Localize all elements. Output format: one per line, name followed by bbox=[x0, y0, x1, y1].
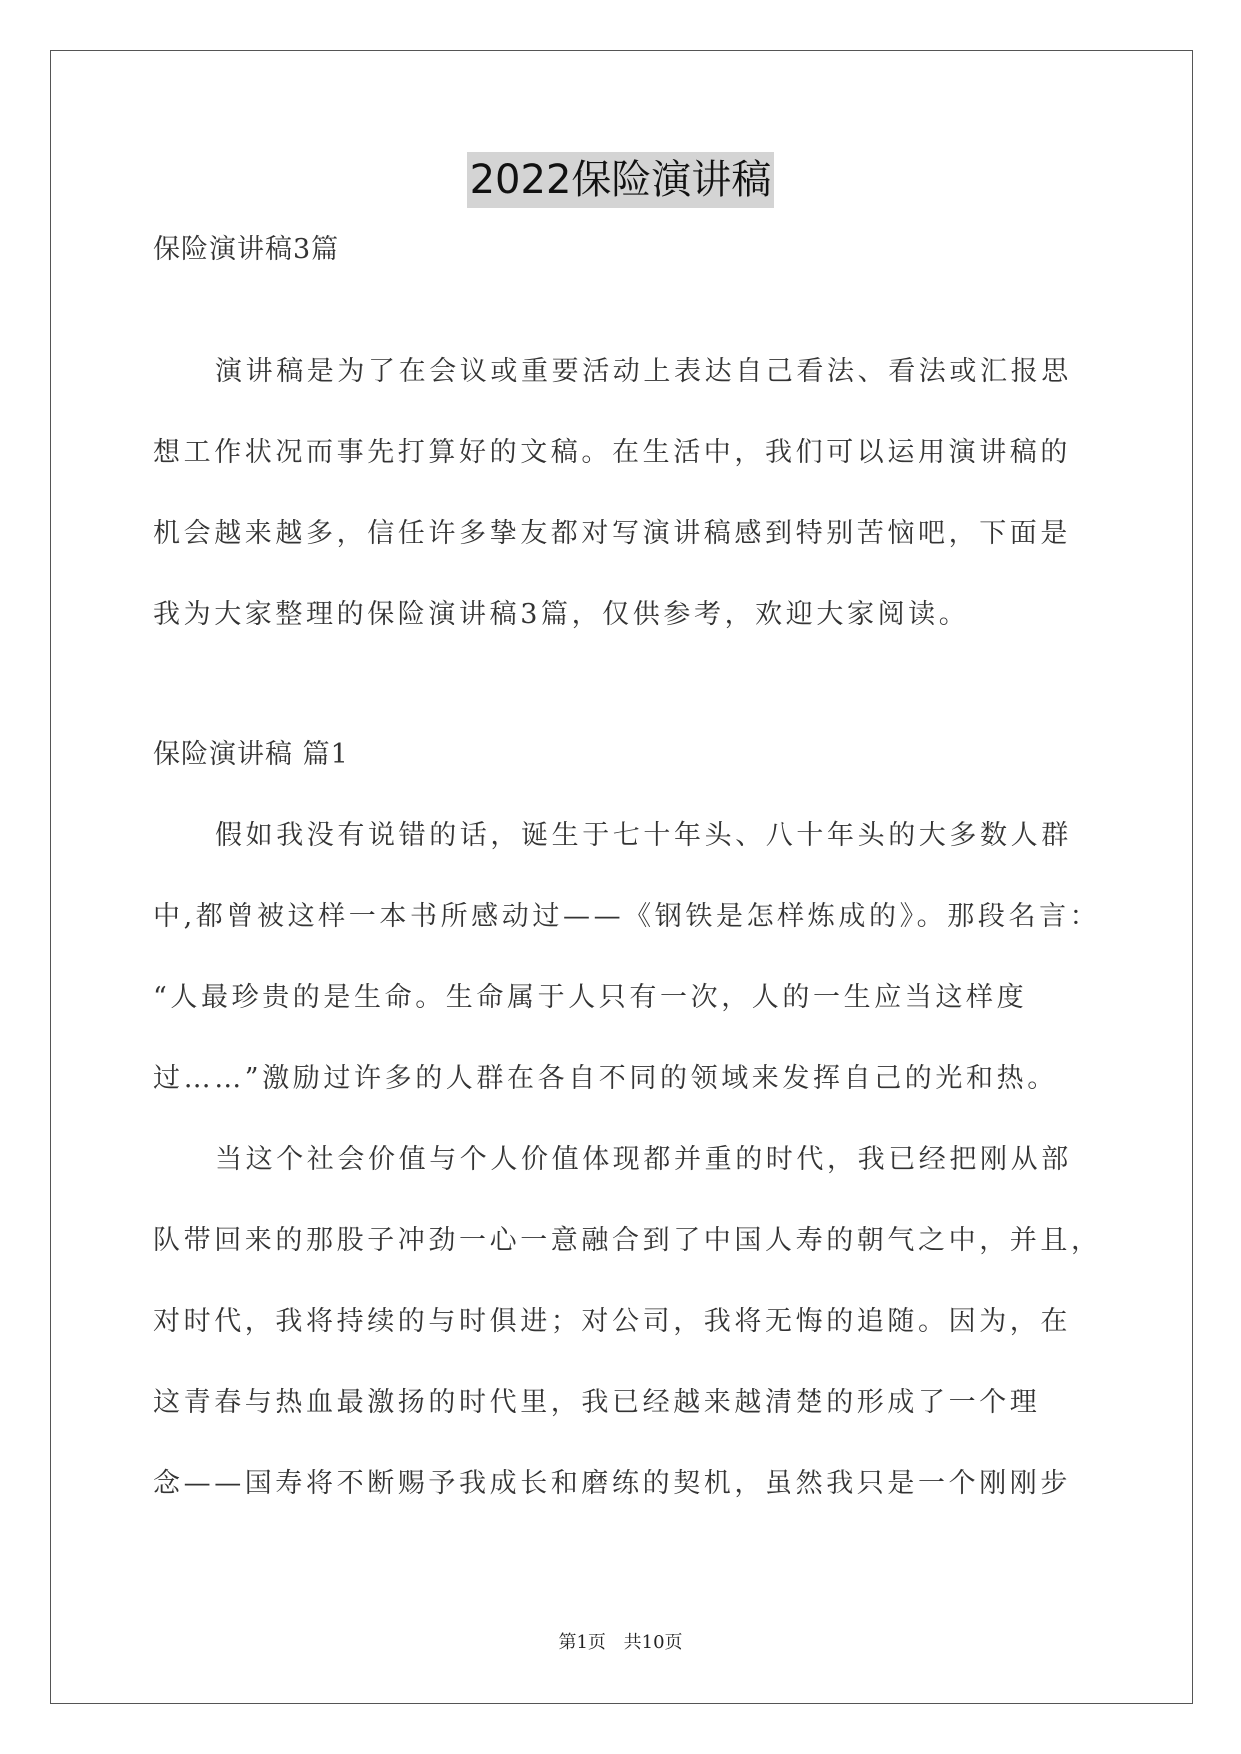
paragraph-line: 对时代，我将持续的与时俱进；对公司，我将无悔的追随。因为，在 bbox=[153, 1306, 1071, 1337]
paragraph-line: 想工作状况而事先打算好的文稿。在生活中，我们可以运用演讲稿的 bbox=[153, 437, 1071, 468]
paragraph-line: “人最珍贵的是生命。生命属于人只有一次，人的一生应当这样度 bbox=[153, 982, 1028, 1013]
paragraph-line: 这青春与热血最激扬的时代里，我已经越来越清楚的形成了一个理 bbox=[153, 1387, 1041, 1418]
paragraph-line: 过……”激励过许多的人群在各自不同的领域来发挥自己的光和热。 bbox=[153, 1063, 1058, 1094]
page-number: 第1页 bbox=[558, 1632, 606, 1653]
paragraph-line: 假如我没有说错的话，诞生于七十年头、八十年头的大多数人群 bbox=[215, 820, 1072, 851]
paragraph-line: 演讲稿是为了在会议或重要活动上表达自己看法、看法或汇报思 bbox=[215, 356, 1072, 387]
title-container bbox=[0, 152, 1241, 208]
page-total: 共10页 bbox=[623, 1632, 683, 1653]
paragraph-line: 队带回来的那股子冲劲一心一意融合到了中国人寿的朝气之中，并且， bbox=[153, 1225, 1102, 1256]
page-border bbox=[50, 50, 1193, 1704]
section-heading: 保险演讲稿 篇1 bbox=[153, 739, 349, 770]
paragraph-line: 我为大家整理的保险演讲稿3篇，仅供参考，欢迎大家阅读。 bbox=[153, 599, 970, 630]
paragraph-line: 念——国寿将不断赐予我成长和磨练的契机，虽然我只是一个刚刚步 bbox=[153, 1468, 1071, 1499]
paragraph-line: 当这个社会价值与个人价值体现都并重的时代，我已经把刚从部 bbox=[215, 1144, 1072, 1175]
paragraph-line: 机会越来越多，信任许多挚友都对写演讲稿感到特别苦恼吧，下面是 bbox=[153, 518, 1071, 549]
paragraph-line: 中,都曾被这样一本书所感动过——《钢铁是怎样炼成的》。那段名言： bbox=[153, 901, 1101, 932]
section-heading: 保险演讲稿3篇 bbox=[153, 234, 340, 265]
document-title: 2022保险演讲稿 bbox=[467, 152, 775, 208]
page-footer bbox=[0, 1628, 1241, 1654]
